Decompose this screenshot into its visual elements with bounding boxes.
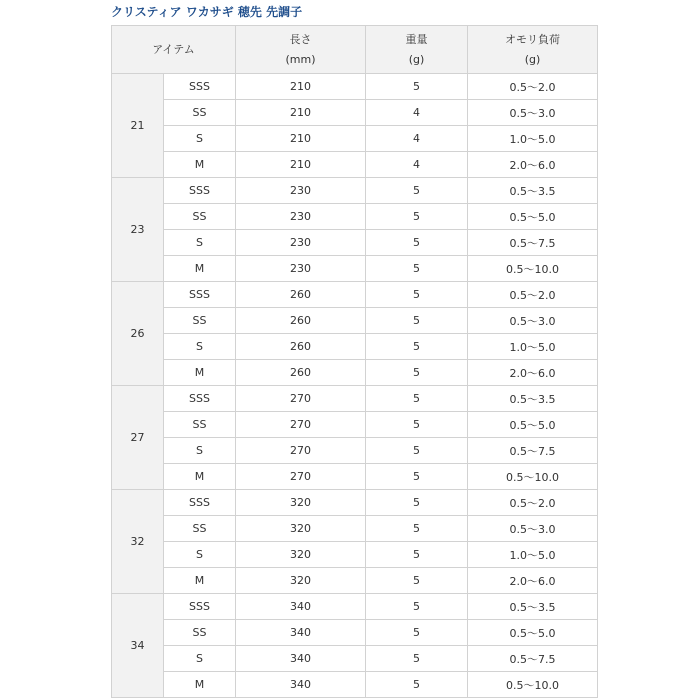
- length-cell: 270: [236, 438, 366, 464]
- header-length: [236, 26, 366, 74]
- header-weight-unit: (g): [408, 52, 425, 66]
- load-cell: 0.5～3.0: [468, 516, 598, 542]
- page-title: クリスティア ワカサギ 穂先 先調子: [111, 5, 303, 19]
- type-cell: M: [164, 568, 236, 594]
- header-row: [112, 26, 598, 74]
- weight-cell: 5: [366, 360, 468, 386]
- length-cell: 210: [236, 152, 366, 178]
- group-label-cell: 26: [112, 282, 164, 386]
- length-cell: 260: [236, 308, 366, 334]
- length-cell: 260: [236, 360, 366, 386]
- load-cell: 0.5～5.0: [468, 620, 598, 646]
- header-length-label: 長さ: [289, 32, 312, 46]
- header-load-label: オモリ負荷: [505, 32, 560, 46]
- weight-cell: 5: [366, 568, 468, 594]
- table-row: [112, 282, 598, 308]
- table-row: [112, 256, 598, 282]
- type-cell: M: [164, 360, 236, 386]
- table-row: [112, 542, 598, 568]
- length-cell: 270: [236, 412, 366, 438]
- weight-cell: 5: [366, 256, 468, 282]
- length-cell: 340: [236, 646, 366, 672]
- load-cell: 1.0～5.0: [468, 126, 598, 152]
- table-row: [112, 464, 598, 490]
- length-cell: 340: [236, 672, 366, 698]
- table-row: [112, 230, 598, 256]
- load-cell: 0.5～10.0: [468, 672, 598, 698]
- length-cell: 230: [236, 230, 366, 256]
- weight-cell: 5: [366, 646, 468, 672]
- table-row: [112, 412, 598, 438]
- weight-cell: 5: [366, 178, 468, 204]
- type-cell: S: [164, 438, 236, 464]
- table-body: [112, 74, 598, 698]
- type-cell: SS: [164, 620, 236, 646]
- weight-cell: 5: [366, 464, 468, 490]
- load-cell: 2.0～6.0: [468, 360, 598, 386]
- header-load-unit: (g): [524, 52, 541, 66]
- load-cell: 0.5～2.0: [468, 282, 598, 308]
- length-cell: 320: [236, 490, 366, 516]
- weight-cell: 5: [366, 490, 468, 516]
- group-label-cell: 27: [112, 386, 164, 490]
- header-weight-label: 重量: [405, 32, 428, 46]
- weight-cell: 5: [366, 412, 468, 438]
- weight-cell: 5: [366, 672, 468, 698]
- weight-cell: 4: [366, 100, 468, 126]
- header-weight: [366, 26, 468, 74]
- load-cell: 0.5～3.5: [468, 594, 598, 620]
- type-cell: SSS: [164, 178, 236, 204]
- length-cell: 320: [236, 542, 366, 568]
- header-item: [112, 26, 236, 74]
- type-cell: S: [164, 230, 236, 256]
- type-cell: S: [164, 646, 236, 672]
- load-cell: 0.5～5.0: [468, 412, 598, 438]
- group-label-cell: 23: [112, 178, 164, 282]
- weight-cell: 5: [366, 386, 468, 412]
- table-row: [112, 308, 598, 334]
- group-label-cell: 32: [112, 490, 164, 594]
- table-row: [112, 360, 598, 386]
- load-cell: 0.5～5.0: [468, 204, 598, 230]
- length-cell: 260: [236, 334, 366, 360]
- group-label-cell: 21: [112, 74, 164, 178]
- table-row: [112, 620, 598, 646]
- weight-cell: 5: [366, 594, 468, 620]
- weight-cell: 5: [366, 516, 468, 542]
- type-cell: SSS: [164, 386, 236, 412]
- type-cell: SS: [164, 100, 236, 126]
- type-cell: SSS: [164, 594, 236, 620]
- type-cell: M: [164, 672, 236, 698]
- length-cell: 230: [236, 178, 366, 204]
- table-row: [112, 646, 598, 672]
- weight-cell: 5: [366, 308, 468, 334]
- header-load: [468, 26, 598, 74]
- type-cell: S: [164, 334, 236, 360]
- load-cell: 0.5～7.5: [468, 646, 598, 672]
- weight-cell: 5: [366, 620, 468, 646]
- table-row: [112, 568, 598, 594]
- length-cell: 210: [236, 100, 366, 126]
- load-cell: 0.5～2.0: [468, 74, 598, 100]
- load-cell: 0.5～3.5: [468, 386, 598, 412]
- type-cell: SSS: [164, 282, 236, 308]
- table-row: [112, 152, 598, 178]
- type-cell: M: [164, 464, 236, 490]
- type-cell: SS: [164, 516, 236, 542]
- length-cell: 340: [236, 594, 366, 620]
- load-cell: 1.0～5.0: [468, 334, 598, 360]
- load-cell: 2.0～6.0: [468, 568, 598, 594]
- length-cell: 210: [236, 126, 366, 152]
- length-cell: 210: [236, 74, 366, 100]
- table-header: [112, 26, 598, 74]
- type-cell: SS: [164, 204, 236, 230]
- load-cell: 0.5～7.5: [468, 230, 598, 256]
- weight-cell: 5: [366, 282, 468, 308]
- weight-cell: 5: [366, 334, 468, 360]
- type-cell: S: [164, 542, 236, 568]
- load-cell: 0.5～10.0: [468, 256, 598, 282]
- group-label-cell: 34: [112, 594, 164, 698]
- table-row: [112, 74, 598, 100]
- length-cell: 340: [236, 620, 366, 646]
- spec-table: [111, 25, 598, 698]
- weight-cell: 5: [366, 230, 468, 256]
- table-row: [112, 100, 598, 126]
- load-cell: 1.0～5.0: [468, 542, 598, 568]
- load-cell: 0.5～7.5: [468, 438, 598, 464]
- length-cell: 230: [236, 256, 366, 282]
- type-cell: SS: [164, 412, 236, 438]
- table-row: [112, 204, 598, 230]
- weight-cell: 5: [366, 542, 468, 568]
- table-row: [112, 386, 598, 412]
- table-row: [112, 516, 598, 542]
- type-cell: M: [164, 256, 236, 282]
- length-cell: 270: [236, 386, 366, 412]
- table-row: [112, 594, 598, 620]
- table-row: [112, 490, 598, 516]
- table-row: [112, 438, 598, 464]
- weight-cell: 5: [366, 204, 468, 230]
- length-cell: 260: [236, 282, 366, 308]
- length-cell: 270: [236, 464, 366, 490]
- weight-cell: 5: [366, 438, 468, 464]
- table-row: [112, 178, 598, 204]
- load-cell: 0.5～3.5: [468, 178, 598, 204]
- table-row: [112, 126, 598, 152]
- type-cell: M: [164, 152, 236, 178]
- length-cell: 320: [236, 568, 366, 594]
- type-cell: SS: [164, 308, 236, 334]
- header-length-unit: (mm): [285, 52, 316, 66]
- load-cell: 0.5～10.0: [468, 464, 598, 490]
- type-cell: SSS: [164, 74, 236, 100]
- table-row: [112, 672, 598, 698]
- length-cell: 230: [236, 204, 366, 230]
- weight-cell: 4: [366, 126, 468, 152]
- load-cell: 2.0～6.0: [468, 152, 598, 178]
- type-cell: S: [164, 126, 236, 152]
- load-cell: 0.5～3.0: [468, 308, 598, 334]
- weight-cell: 5: [366, 74, 468, 100]
- weight-cell: 4: [366, 152, 468, 178]
- load-cell: 0.5～2.0: [468, 490, 598, 516]
- load-cell: 0.5～3.0: [468, 100, 598, 126]
- length-cell: 320: [236, 516, 366, 542]
- header-item-label: アイテム: [152, 42, 195, 56]
- table-row: [112, 334, 598, 360]
- type-cell: SSS: [164, 490, 236, 516]
